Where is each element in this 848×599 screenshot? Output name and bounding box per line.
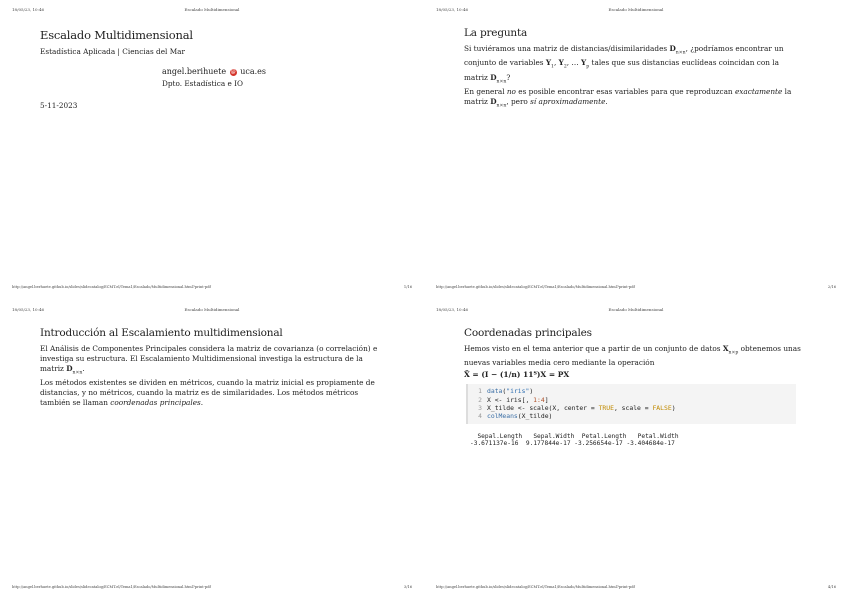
print-title: Escalado Multidimensional	[608, 307, 664, 312]
print-header	[12, 307, 412, 315]
paragraph-answer: En general no es posible encontrar esas variables para que reproduzcan exactamente la matriz $D_{n\times n}$, pero sí aproximadamente.	[464, 87, 792, 109]
print-footer	[436, 585, 836, 593]
slide-date: 5-11-2023	[40, 101, 78, 110]
print-footer	[12, 285, 412, 293]
page-number: 1/16	[403, 285, 412, 289]
centering-formula: X̃ = (I − (1/n) 11ᵀ)X = PX	[464, 370, 570, 380]
slide-title: Escalado Multidimensional	[40, 28, 193, 42]
slide-page-4	[424, 300, 848, 599]
code-line: 2 X <- iris[, 1:4]	[478, 395, 549, 404]
page-number: 2/16	[827, 285, 836, 289]
print-footer	[436, 285, 836, 293]
slide-title: La pregunta	[464, 27, 528, 39]
paragraph-question: Si tuviéramos una matriz de distancias/disimilaridades $D_{n\times n}$, ¿podríamos encontrar un conjunto de variables $Y_1$, $Y_2$, … $Y_p$ tales que sus distancias euclídeas coincidan con la matriz $D_{n\times n}$?	[464, 44, 784, 85]
output-header: Sepal.Length Sepal.Width Petal.Length Petal.Width	[470, 432, 679, 440]
slide-page-2	[424, 0, 848, 299]
slide-page-1	[0, 0, 424, 299]
code-line: 4 colMeans(X_tilde)	[478, 412, 553, 421]
print-date: 18/05/23, 10:46	[436, 307, 469, 312]
paragraph-centering: Hemos visto en el tema anterior que a partir de un conjunto de datos $X_{n\times p}$ obtenemos unas nuevas variables media cero mediante la operación	[464, 344, 801, 368]
print-header	[436, 7, 836, 15]
code-block[interactable]	[466, 384, 796, 423]
paragraph-intro: El Análisis de Componentes Principales considera la matriz de covarianza (o correlación) e investiga su estructura. El Escalamiento Multidimensional investiga la estructura de la matriz $D_{n\times n}$.	[40, 344, 378, 376]
print-date: 18/05/23, 10:46	[12, 307, 45, 312]
print-footer	[12, 585, 412, 593]
department: Dpto. Estadística e IO	[162, 79, 243, 88]
slide-subtitle: Estadística Aplicada | Ciencias del Mar	[40, 47, 186, 56]
code-output	[470, 433, 802, 448]
print-date: 18/05/23, 10:46	[436, 7, 469, 12]
footer-url: http://angel.berhuete.github.io/slides/slidecatalog/ECMT.el/Tema1/Escalado/Multidimensional.html?print-pdf	[12, 285, 211, 289]
output-values: -3.671137e-16 9.177844e-17 -3.256654e-17 -3.404684e-17	[470, 440, 675, 448]
slide-title: Coordenadas principales	[464, 327, 592, 339]
page-number: 4/16	[827, 585, 836, 589]
paragraph-methods: Los métodos existentes se dividen en métricos, cuando la matriz inicial es propiamente de distancias, y no métricos, cuando la matriz es de similaridades. Los métodos métricos también se llaman coordenadas principales.	[40, 378, 375, 408]
author-email[interactable]: angel.berihuete @ uca.es	[162, 67, 266, 76]
slide-title: Introducción al Escalamiento multidimensional	[40, 327, 283, 339]
footer-url: http://angel.berhuete.github.io/slides/slidecatalog/ECMT.el/Tema1/Escalado/Multidimensional.html?print-pdf	[12, 585, 211, 589]
page-number: 3/16	[403, 585, 412, 589]
footer-url: http://angel.berhuete.github.io/slides/slidecatalog/ECMT.el/Tema1/Escalado/Multidimensional.html?print-pdf	[436, 585, 635, 589]
at-icon: @	[230, 68, 236, 75]
print-date: 18/05/23, 10:46	[12, 7, 45, 12]
slide-page-3	[0, 300, 424, 599]
print-title: Escalado Multidimensional	[184, 7, 240, 12]
code-line: 3 X_tilde <- scale(X, center = TRUE, scale = FALSE)	[478, 404, 676, 413]
code-line: 1 data("iris")	[478, 387, 534, 396]
print-title: Escalado Multidimensional	[184, 307, 240, 312]
print-header	[12, 7, 412, 15]
footer-url: http://angel.berhuete.github.io/slides/slidecatalog/ECMT.el/Tema1/Escalado/Multidimensional.html?print-pdf	[436, 285, 635, 289]
print-title: Escalado Multidimensional	[608, 7, 664, 12]
print-header	[436, 307, 836, 315]
